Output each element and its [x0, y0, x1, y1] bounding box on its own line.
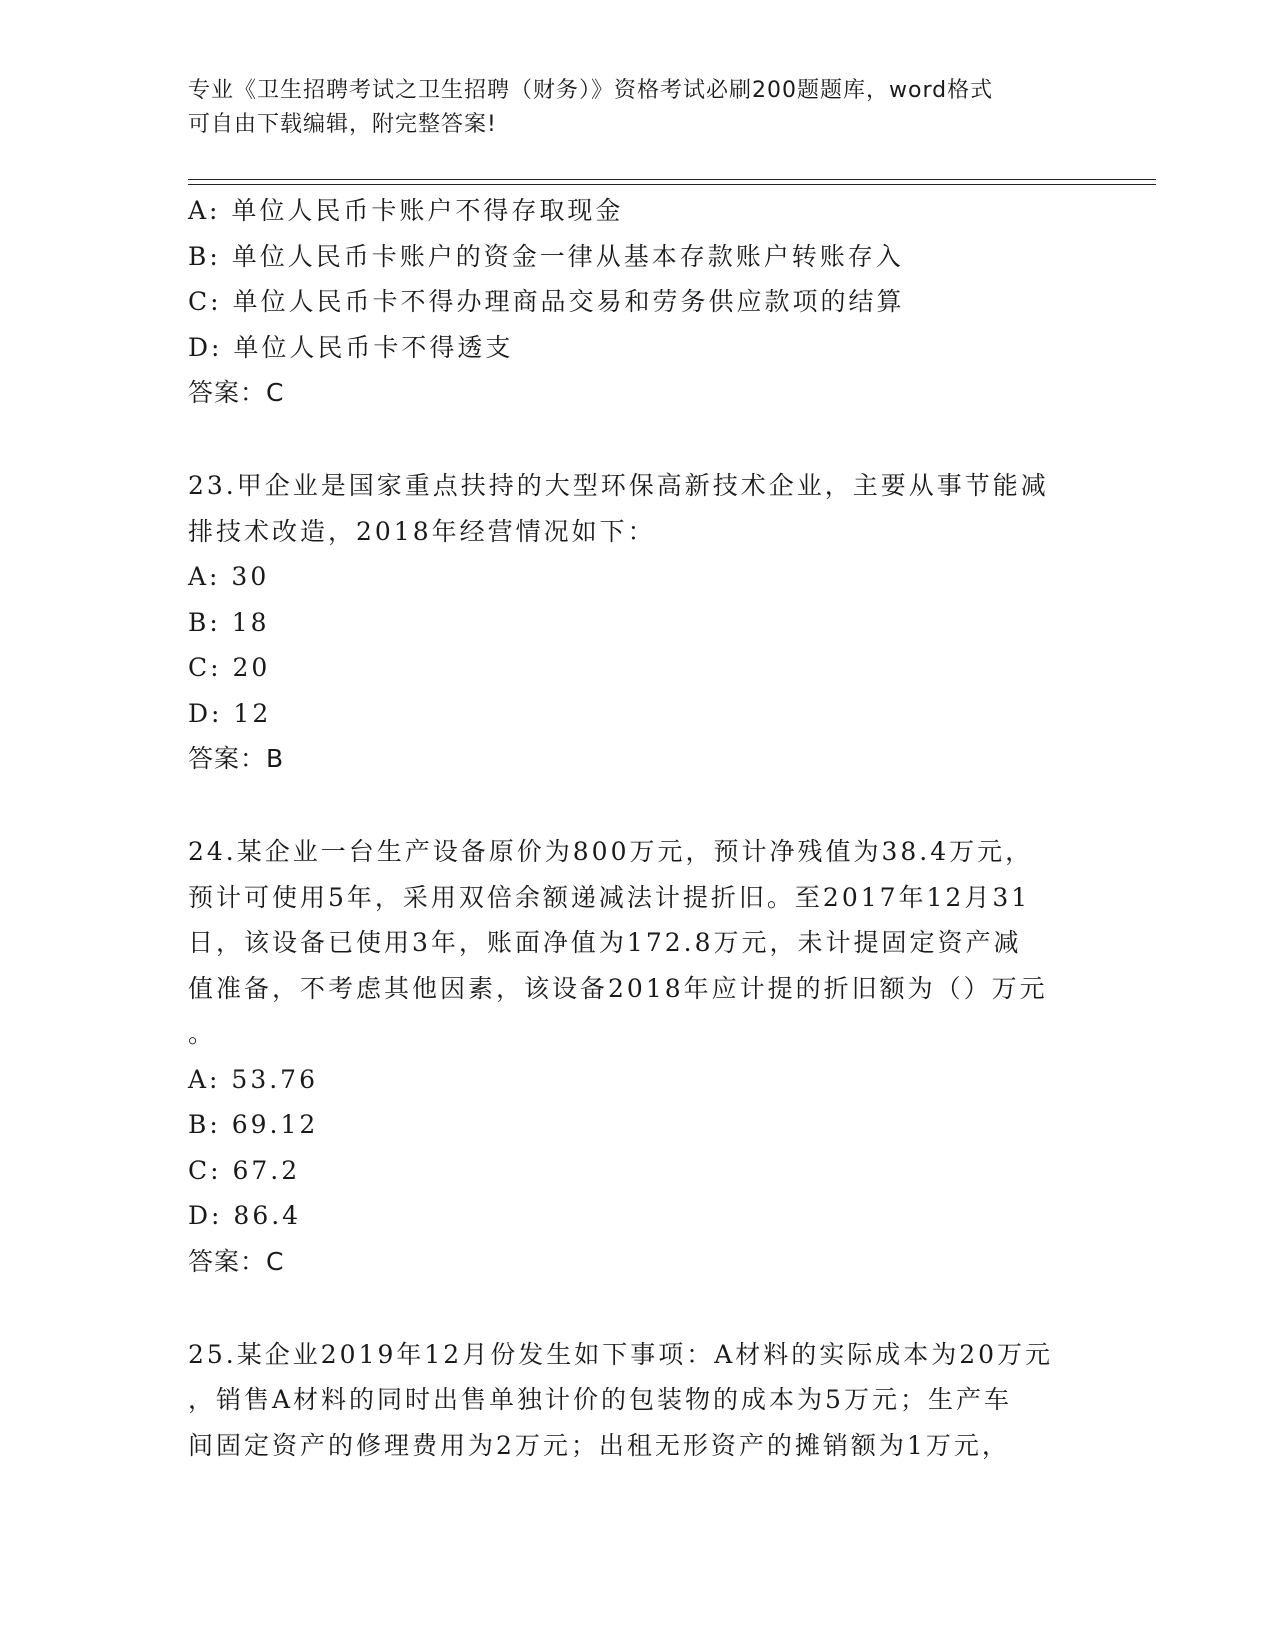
answer-line: 答案：C — [188, 378, 285, 407]
question-22 — [188, 188, 1088, 416]
option-d: D: 单位人民币卡不得透支 — [188, 332, 514, 362]
question-stem-line: 日，该设备已使用3年，账面净值为172.8万元，未计提固定资产减 — [188, 928, 1022, 957]
question-stem-line: 24.某企业一台生产设备原价为800万元，预计净残值为38.4万元， — [188, 837, 1034, 866]
answer-line: 答案：B — [188, 744, 285, 773]
answer-line: 答案：C — [188, 1246, 285, 1276]
option-c: C: 20 — [188, 653, 271, 682]
option-a: A: 53.76 — [188, 1064, 318, 1094]
question-stem-line: 23.甲企业是国家重点扶持的大型环保高新技术企业，主要从事节能减 — [188, 471, 1049, 500]
option-c: C: 67.2 — [188, 1155, 301, 1185]
header-line-2: 可自由下载编辑，附完整答案! — [188, 112, 497, 137]
question-stem-line: 。 — [188, 1019, 217, 1048]
question-24 — [188, 829, 1088, 1285]
question-content — [188, 188, 1088, 1468]
option-d: D: 86.4 — [188, 1201, 302, 1230]
question-stem-line: 25.某企业2019年12月份发生如下事项：A材料的实际成本为20万元 — [188, 1339, 1054, 1369]
header-rule-bottom — [188, 184, 1156, 185]
header-line-1: 专业《卫生招聘考试之卫生招聘（财务）》资格考试必刷200题题库，word格式 — [188, 78, 994, 103]
question-23 — [188, 463, 1088, 782]
question-stem-line: 排技术改造，2018年经营情况如下： — [188, 516, 656, 546]
question-stem-line: 预计可使用5年，采用双倍余额递减法计提折旧。至2017年12月31 — [188, 882, 1031, 912]
option-b: B: 69.12 — [188, 1110, 319, 1139]
option-a: A: 30 — [188, 562, 270, 591]
spacer — [188, 1285, 1088, 1332]
option-d: D: 12 — [188, 698, 272, 728]
question-stem-line: 值准备，不考虑其他因素，该设备2018年应计提的折旧额为（）万元 — [188, 973, 1048, 1003]
question-stem-line: ，销售A材料的同时出售单独计价的包装物的成本为5万元；生产车 — [188, 1385, 1012, 1414]
option-a: A: 单位人民币卡账户不得存取现金 — [188, 196, 624, 225]
spacer — [188, 782, 1088, 829]
option-c: C: 单位人民币卡不得办理商品交易和劳务供应款项的结算 — [188, 287, 905, 316]
header-rule-top — [188, 179, 1156, 180]
question-stem-line: 间固定资产的修理费用为2万元；出租无形资产的摊销额为1万元， — [188, 1430, 1010, 1460]
document-header — [188, 74, 1068, 142]
option-b: B: 18 — [188, 607, 270, 637]
spacer — [188, 416, 1088, 463]
option-b: B: 单位人民币卡账户的资金一律从基本存款账户转账存入 — [188, 241, 904, 271]
question-25 — [188, 1332, 1088, 1469]
